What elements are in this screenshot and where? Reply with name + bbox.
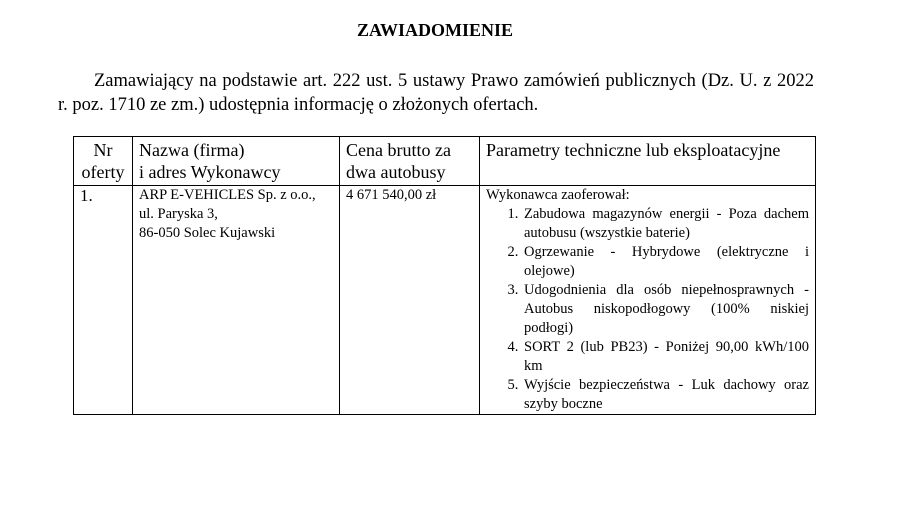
document-title: ZAWIADOMIENIE xyxy=(356,20,514,40)
parameters-list xyxy=(486,205,809,414)
header-nazwa-wykonawcy: Nazwa (firma) i adres Wykonawcy xyxy=(133,137,340,186)
contractor-street: ul. Paryska 3, xyxy=(139,206,218,222)
offers-table xyxy=(73,136,816,415)
table-header-row xyxy=(74,137,816,186)
contractor-cell xyxy=(133,186,340,415)
header-parametry: Parametry techniczne lub eksploatacyjne xyxy=(480,137,816,186)
parameter-item: 4. SORT 2 (lub PB23) - Poniżej 90,00 kWh/100 km xyxy=(522,338,809,376)
parameters-intro: Wykonawca zaoferował: xyxy=(486,187,630,203)
parameter-item: 2. Ogrzewanie - Hybrydowe (elektryczne i olejowe) xyxy=(522,243,809,281)
offer-number: 1. xyxy=(74,186,133,415)
header-cena-brutto: Cena brutto za dwa autobusy xyxy=(340,137,480,186)
parameter-item: 3. Udogodnienia dla osób niepełnosprawnych - Autobus niskopodłogowy (100% niskiej podłogi) xyxy=(522,281,809,338)
header-nr-oferty: Nr oferty xyxy=(74,137,133,186)
parameter-item: 1. Zabudowa magazynów energii - Poza dachem autobusu (wszystkie baterie) xyxy=(522,205,809,243)
parameter-item: 5. Wyjście bezpieczeństwa - Luk dachowy oraz szyby boczne xyxy=(522,376,809,414)
intro-paragraph: Zamawiający na podstawie art. 222 ust. 5 ustawy Prawo zamówień publicznych (Dz. U. z 2022 r. poz. 1710 ze zm.) udostępnia informację o złożonych ofertach. xyxy=(58,71,814,115)
contractor-name: ARP E-VEHICLES Sp. z o.o., xyxy=(139,187,316,203)
offer-price: 4 671 540,00 zł xyxy=(340,186,480,415)
contractor-city: 86-050 Solec Kujawski xyxy=(139,225,276,241)
table-row xyxy=(74,186,816,415)
parameters-cell xyxy=(480,186,816,415)
